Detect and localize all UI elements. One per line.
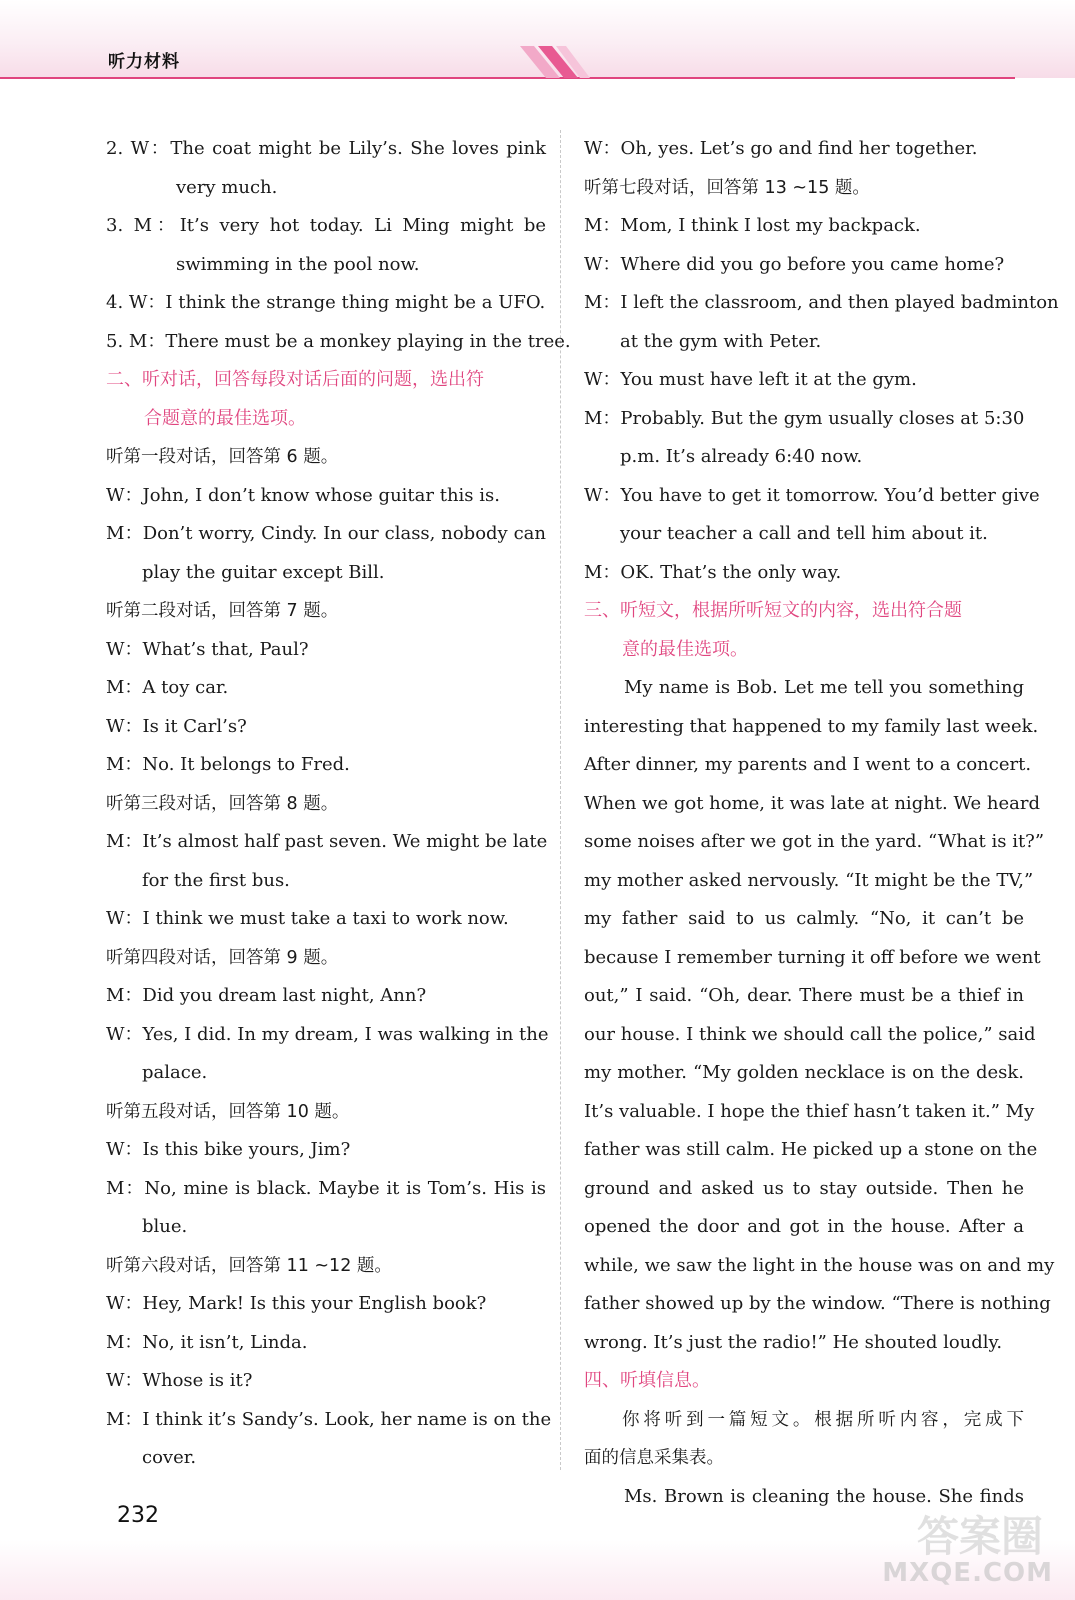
text-line: 4. W：I think the strange thing might be a UFO. <box>106 292 546 313</box>
instruction-line: 听第三段对话，回答第 8 题。 <box>106 793 339 814</box>
section-heading: 合题意的最佳选项。 <box>144 407 306 429</box>
text-line: because I remember turning it off before we went <box>584 946 1041 968</box>
text-line: W：What’s that, Paul? <box>106 638 309 660</box>
page-number: 232 <box>117 1503 159 1528</box>
text-line: out,” I said. “Oh, dear. There must be a thief in <box>584 985 1024 1006</box>
instruction-line: 听第七段对话，回答第 13 ~15 题。 <box>584 177 870 198</box>
header-rule <box>0 77 1015 79</box>
header-stripe-decoration <box>520 46 590 78</box>
watermark-url: MXQE.COM <box>882 1558 1053 1588</box>
text-line: while, we saw the light in the house was on and my <box>584 1254 1055 1276</box>
text-line: your teacher a call and tell him about it. <box>620 523 988 544</box>
text-line: W：You must have left it at the gym. <box>584 369 917 390</box>
text-line: 2. W：The coat might be Lily’s. She loves pink <box>106 138 546 159</box>
text-line: opened the door and got in the house. After a <box>584 1216 1024 1237</box>
text-line: my mother asked nervously. “It might be the TV,” <box>584 869 1034 891</box>
text-line: W：Is this bike yours, Jim? <box>106 1139 351 1160</box>
text-line: M：No, it isn’t, Linda. <box>106 1331 308 1353</box>
text-line: M：It’s almost half past seven. We might be late <box>106 831 548 852</box>
text-line: my father said to us calmly. “No, it can’t be <box>584 908 1024 929</box>
text-line: M：No. It belongs to Fred. <box>106 754 350 775</box>
text-line: father was still calm. He picked up a stone on the <box>584 1139 1038 1160</box>
text-line: at the gym with Peter. <box>620 330 822 352</box>
text-line: some noises after we got in the yard. “What is it?” <box>584 831 1045 852</box>
text-line: It’s valuable. I hope the thief hasn’t taken it.” My <box>584 1100 1035 1122</box>
section-heading: 二、听对话，回答每段对话后面的问题，选出符 <box>106 369 484 390</box>
text-line: 5. M：There must be a monkey playing in the tree. <box>106 330 571 352</box>
text-line: interesting that happened to my family last week. <box>584 715 1039 737</box>
text-line: M：Don’t worry, Cindy. In our class, nobody can <box>106 523 546 544</box>
text-line: for the first bus. <box>142 869 290 891</box>
text-line: p.m. It’s already 6:40 now. <box>620 446 863 467</box>
section-heading: 意的最佳选项。 <box>622 638 748 660</box>
watermark-logo <box>813 1512 1053 1588</box>
text-line: W：You have to get it tomorrow. You’d better give <box>584 484 1040 506</box>
text-line: my mother. “My golden necklace is on the desk. <box>584 1062 1024 1083</box>
text-line: palace. <box>142 1062 208 1083</box>
instruction-line: 听第四段对话，回答第 9 题。 <box>106 947 339 968</box>
text-line: Ms. Brown is cleaning the house. She finds <box>624 1485 1024 1507</box>
text-line: W：Where did you go before you came home? <box>584 253 1005 275</box>
instruction-line: 听第六段对话，回答第 11 ~12 题。 <box>106 1255 392 1276</box>
text-line: W：Oh, yes. Let’s go and find her together. <box>584 138 978 159</box>
instruction-line: 面的信息采集表。 <box>584 1448 724 1468</box>
text-line: W：Yes, I did. In my dream, I was walking in the <box>106 1023 549 1045</box>
text-line: wrong. It’s just the radio!” He shouted loudly. <box>584 1331 1003 1353</box>
text-line: My name is Bob. Let me tell you something <box>624 677 1024 698</box>
text-line: M：No, mine is black. Maybe it is Tom’s. His is <box>106 1177 546 1199</box>
text-line: 3. M：It’s very hot today. Li Ming might be <box>106 215 546 236</box>
text-line: W：I think we must take a taxi to work now. <box>106 908 509 929</box>
watermark-cn: 答案圈 <box>916 1512 1043 1561</box>
text-line: M：Did you dream last night, Ann? <box>106 985 427 1006</box>
text-line: W：Hey, Mark! Is this your English book? <box>106 1293 487 1314</box>
section-heading: 四、听填信息。 <box>584 1370 710 1391</box>
left-column <box>106 130 571 1478</box>
text-line: blue. <box>142 1216 188 1237</box>
section-heading: 三、听短文，根据所听短文的内容，选出符合题 <box>584 600 962 621</box>
instruction-line: 听第二段对话，回答第 7 题。 <box>106 601 339 621</box>
text-line: After dinner, my parents and I went to a concert. <box>584 754 1032 775</box>
header-title: 听力材料 <box>108 52 180 72</box>
instruction-line: 听第五段对话，回答第 10 题。 <box>106 1101 350 1122</box>
text-line: our house. I think we should call the police,” said <box>584 1023 1036 1045</box>
text-line: M：I left the classroom, and then played badminton <box>584 292 1059 313</box>
text-line: M：OK. That’s the only way. <box>584 561 842 583</box>
text-line: father showed up by the window. “There is nothing <box>584 1293 1051 1314</box>
text-line: M：I think it’s Sandy’s. Look, her name is on the <box>106 1408 552 1430</box>
text-line: W：John, I don’t know whose guitar this is. <box>106 484 500 506</box>
page-header <box>0 0 1075 110</box>
text-line: W：Is it Carl’s? <box>106 715 247 737</box>
text-line: ground and asked us to stay outside. Then he <box>584 1177 1024 1199</box>
instruction-line: 听第一段对话，回答第 6 题。 <box>106 447 339 467</box>
text-line: When we got home, it was late at night. We heard <box>584 792 1040 814</box>
instruction-line: 你将听到一篇短文。根据所听内容，完成下 <box>622 1409 1024 1430</box>
text-line: M：Mom, I think I lost my backpack. <box>584 215 921 236</box>
text-line: swimming in the pool now. <box>176 253 420 275</box>
text-line: M：Probably. But the gym usually closes at 5:30 <box>584 407 1025 429</box>
text-line: very much. <box>176 176 278 198</box>
text-line: cover. <box>142 1447 197 1468</box>
text-line: W：Whose is it? <box>106 1370 253 1391</box>
right-column <box>584 130 1059 1516</box>
text-line: M：A toy car. <box>106 677 229 698</box>
text-line: play the guitar except Bill. <box>142 561 385 583</box>
